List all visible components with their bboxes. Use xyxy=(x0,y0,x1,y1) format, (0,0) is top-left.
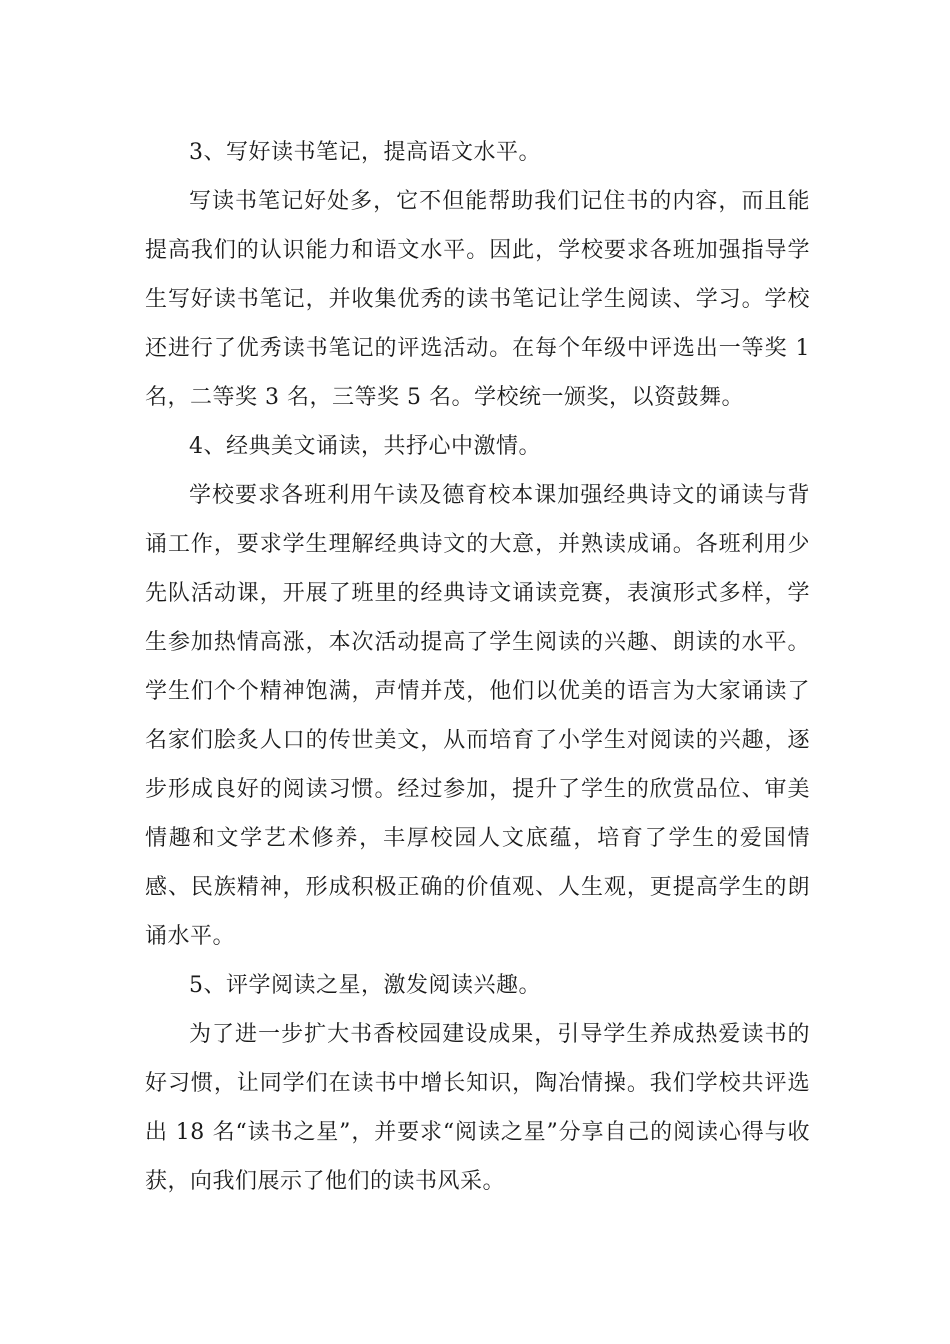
section-heading-4: 4、经典美文诵读，共抒心中激情。 xyxy=(189,434,541,459)
document-body xyxy=(145,128,810,1206)
section-heading-3: 3、写好读书笔记，提高语文水平。 xyxy=(189,140,541,165)
section-paragraph-3: 写读书笔记好处多，它不但能帮助我们记住书的内容，而且能提高我们的认识能力和语文水平。因此，学校要求各班加强指导学生写好读书笔记，并收集优秀的读书笔记让学生阅读、学习。学校还进行了优秀读书笔记的评选活动。在每个年级中评选出一等奖 1 名，二等奖 3 名，三等奖 5 名。学校统一颁奖，以资鼓舞。 xyxy=(145,189,810,410)
section-heading-5: 5、评学阅读之星，激发阅读兴趣。 xyxy=(189,973,541,998)
section-paragraph-5: 为了进一步扩大书香校园建设成果，引导学生养成热爱读书的好习惯，让同学们在读书中增长知识，陶冶情操。我们学校共评选出 18 名“读书之星”，并要求“阅读之星”分享自己的阅读心得与收获，向我们展示了他们的读书风采。 xyxy=(145,1022,810,1194)
section-paragraph-4: 学校要求各班利用午读及德育校本课加强经典诗文的诵读与背诵工作，要求学生理解经典诗文的大意，并熟读成诵。各班利用少先队活动课，开展了班里的经典诗文诵读竞赛，表演形式多样，学生参加热情高涨，本次活动提高了学生阅读的兴趣、朗读的水平。学生们个个精神饱满，声情并茂，他们以优美的语言为大家诵读了名家们脍炙人口的传世美文，从而培育了小学生对阅读的兴趣，逐步形成良好的阅读习惯。经过参加，提升了学生的欣赏品位、审美情趣和文学艺术修养，丰厚校园人文底蕴，培育了学生的爱国情感、民族精神，形成积极正确的价值观、人生观，更提高学生的朗诵水平。 xyxy=(145,483,810,949)
